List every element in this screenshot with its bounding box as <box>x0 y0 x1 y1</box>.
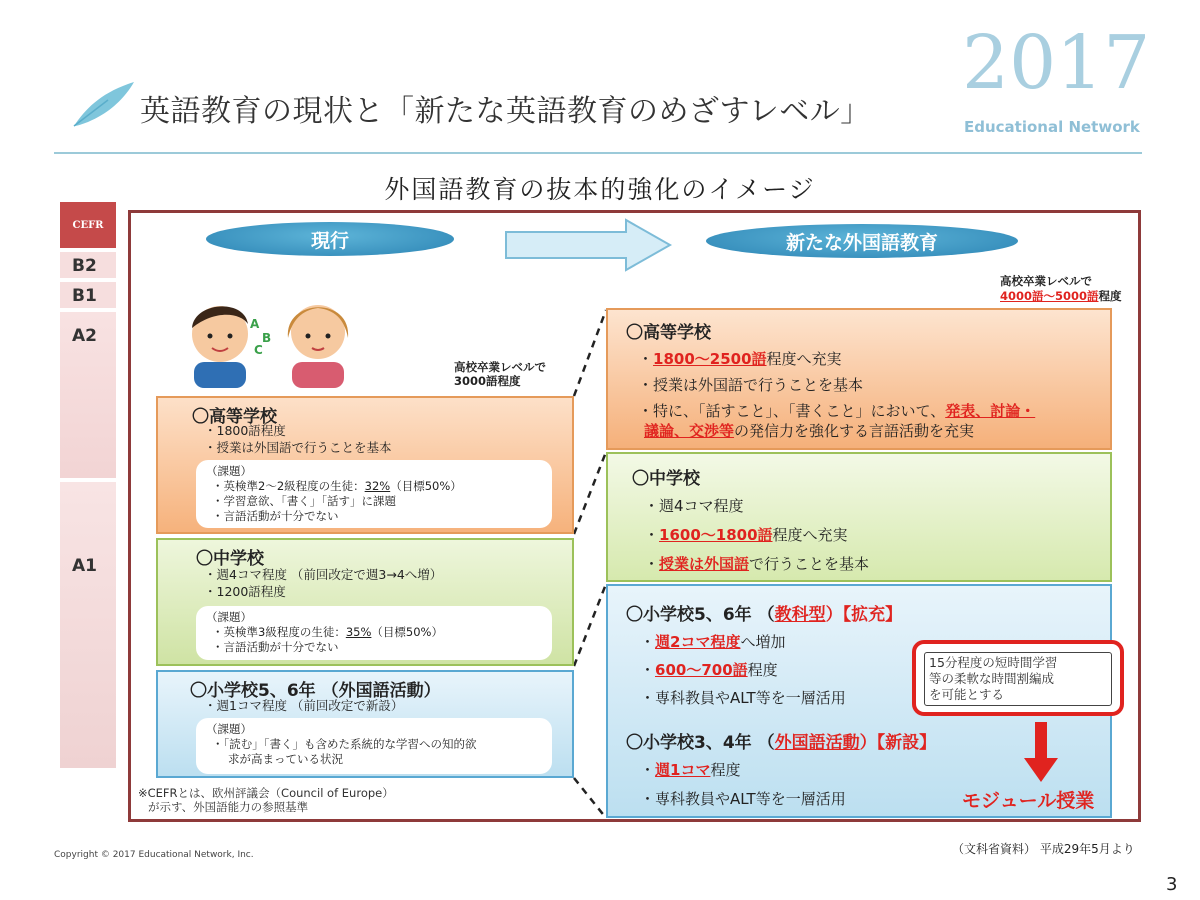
new-elem34-title <box>626 728 936 753</box>
issue-item: ・「読む」「書く」も含めた系統的な学習への知的欲 <box>212 737 477 751</box>
current-high-school-items <box>204 422 392 456</box>
list-item: ・専科教員やALT等を一層活用 <box>640 790 846 808</box>
issue-suffix: （目標50%） <box>390 479 462 493</box>
issue-emph: 32% <box>364 479 391 493</box>
slide-subtitle: 外国語教育の抜本的強化のイメージ <box>384 175 816 204</box>
svg-text:B: B <box>262 331 272 345</box>
new-level-note-emph: 4000語～5000語 <box>1000 289 1099 303</box>
emph-text: ）【新設】 <box>859 733 937 753</box>
current-elementary-issues <box>196 718 552 774</box>
current-high-school-issues <box>196 460 552 528</box>
new-label: 新たな外国語教育 <box>706 224 1018 258</box>
cefr-level-a2: A2 <box>60 312 116 478</box>
emph-text: 授業は外国語 <box>659 555 750 573</box>
new-level-note-line1: 高校卒業レベルで <box>1000 274 1092 288</box>
emph-text: 週1コマ <box>655 761 711 779</box>
svg-text:C: C <box>254 343 263 357</box>
callout-line: 等の柔軟な時間割編成 <box>929 671 1055 686</box>
item-text: で行うことを基本 <box>749 555 870 573</box>
arrow-down-icon <box>1024 722 1058 784</box>
issue-item: ・学習意欲、「書く」「話す」に課題 <box>212 494 396 508</box>
current-level-note-line2: 3000語程度 <box>454 374 521 388</box>
list-item: ・専科教員やALT等を一層活用 <box>640 689 846 707</box>
brand-year: 2017 <box>962 20 1151 106</box>
issue-item: ・英検準3級程度の生徒： <box>212 625 346 639</box>
current-elementary-item: ・週1コマ程度 （前回改定で新設） <box>204 698 404 713</box>
list-item: ・1800語程度 <box>204 423 286 438</box>
emph-text: 議論、交渉等 <box>644 422 735 440</box>
item-text: 程度 <box>747 661 778 679</box>
emph-text: 週2コマ程度 <box>655 633 741 651</box>
emph-text: ）【拡充】 <box>825 605 903 625</box>
new-level-note <box>1000 274 1122 304</box>
new-elem34-items: ・週1コマ程度 ・専科教員やALT等を一層活用 <box>640 756 846 814</box>
issue-item: ・言語活動が十分でない <box>212 640 339 654</box>
callout-line: を可能とする <box>929 687 1005 702</box>
note-line: ※CEFRとは、欧州評議会（Council of Europe） <box>138 786 394 800</box>
new-high-school-title: 〇高等学校 <box>626 323 711 343</box>
item-text: 程度 <box>710 761 741 779</box>
feather-icon <box>68 78 138 130</box>
current-junior-high-issues <box>196 606 552 660</box>
current-junior-high-items <box>204 566 442 600</box>
emph-text: 発表、討論・ <box>945 402 1036 420</box>
cefr-level-b1: B1 <box>60 282 116 308</box>
page-title: 英語教育の現状と「新たな英語教育のめざすレベル」 <box>140 94 871 129</box>
module-callout <box>912 640 1124 716</box>
cefr-note <box>138 786 394 814</box>
emph-text: 1800～2500語 <box>653 350 767 368</box>
issue-item: ・英検準2～2級程度の生徒： <box>212 479 365 493</box>
current-level-note <box>454 360 546 388</box>
source-note: （文科省資料） 平成29年5月より <box>952 842 1135 856</box>
item-text: へ増加 <box>740 633 786 651</box>
issue-emph: 35% <box>345 625 372 639</box>
callout-line: 15分程度の短時間学習 <box>929 655 1058 670</box>
module-label: モジュール授業 <box>962 790 1095 812</box>
students-illustration <box>184 288 364 388</box>
current-junior-high-title: 〇中学校 <box>196 549 264 569</box>
new-junior-high-items: ・週4コマ程度 ・1600～1800語程度へ充実 ・授業は外国語で行うことを基本 <box>644 492 869 579</box>
item-text: ・特に、「話すこと」、「書くこと」において、 <box>638 402 946 420</box>
arrow-right-icon <box>504 218 674 272</box>
item-text: 程度へ充実 <box>766 350 842 368</box>
cefr-header: CEFR <box>60 202 116 248</box>
list-item: ・週4コマ程度 （前回改定で週3→4へ増） <box>204 567 443 582</box>
new-elem56-items: ・週2コマ程度へ増加 ・600～700語程度 ・専科教員やALT等を一層活用 <box>640 628 846 712</box>
header-divider <box>54 152 1142 154</box>
issue-suffix: （目標50%） <box>371 625 443 639</box>
issues-title: （課題） <box>206 610 252 624</box>
issues-title: （課題） <box>206 722 252 736</box>
emph-text: 600～700語 <box>655 661 748 679</box>
list-item: ・1200語程度 <box>204 584 286 599</box>
page-number: 3 <box>1166 874 1178 895</box>
brand-name: Educational Network <box>964 118 1140 136</box>
new-elem56-title <box>626 600 902 625</box>
emph-text: 1600～1800語 <box>659 526 773 544</box>
cefr-level-a1: A1 <box>60 482 116 768</box>
current-high-school-title: 〇高等学校 <box>192 407 277 427</box>
title-text: 〇小学校3、4年 （ <box>626 733 775 753</box>
current-level-note-line1: 高校卒業レベルで <box>454 360 546 374</box>
svg-text:A: A <box>250 317 260 331</box>
title-text: 〇小学校5、6年 （ <box>626 605 775 625</box>
copyright: Copyright © 2017 Educational Network, Inc. <box>54 850 254 860</box>
cefr-level-b2: B2 <box>60 252 116 278</box>
list-item: ・週4コマ程度 <box>644 497 744 515</box>
issues-title: （課題） <box>206 464 252 478</box>
list-item: ・授業は外国語で行うことを基本 <box>638 376 864 394</box>
new-high-school-items: ・1800～2500語程度へ充実 ・授業は外国語で行うことを基本 ・特に、「話すこと」、「書くこと」において、発表、討論・ 議論、交渉等の発信力を強化する言語活動を充実 <box>638 350 1036 440</box>
new-junior-high-title: 〇中学校 <box>632 469 700 489</box>
current-label: 現行 <box>206 222 454 256</box>
emph-text: 外国語活動 <box>774 733 860 753</box>
list-item: ・授業は外国語で行うことを基本 <box>204 440 392 455</box>
current-elementary-title: 〇小学校5、6年 （外国語活動） <box>190 681 441 701</box>
issue-item: ・言語活動が十分でない <box>212 509 339 523</box>
issue-item: 求が高まっている状況 <box>228 752 343 766</box>
item-text: の発信力を強化する言語活動を充実 <box>734 422 975 440</box>
note-line: が示す、外国語能力の参照基準 <box>148 800 309 814</box>
emph-text: 教科型 <box>774 605 826 625</box>
new-level-note-suffix: 程度 <box>1098 289 1122 303</box>
item-text: 程度へ充実 <box>772 526 848 544</box>
